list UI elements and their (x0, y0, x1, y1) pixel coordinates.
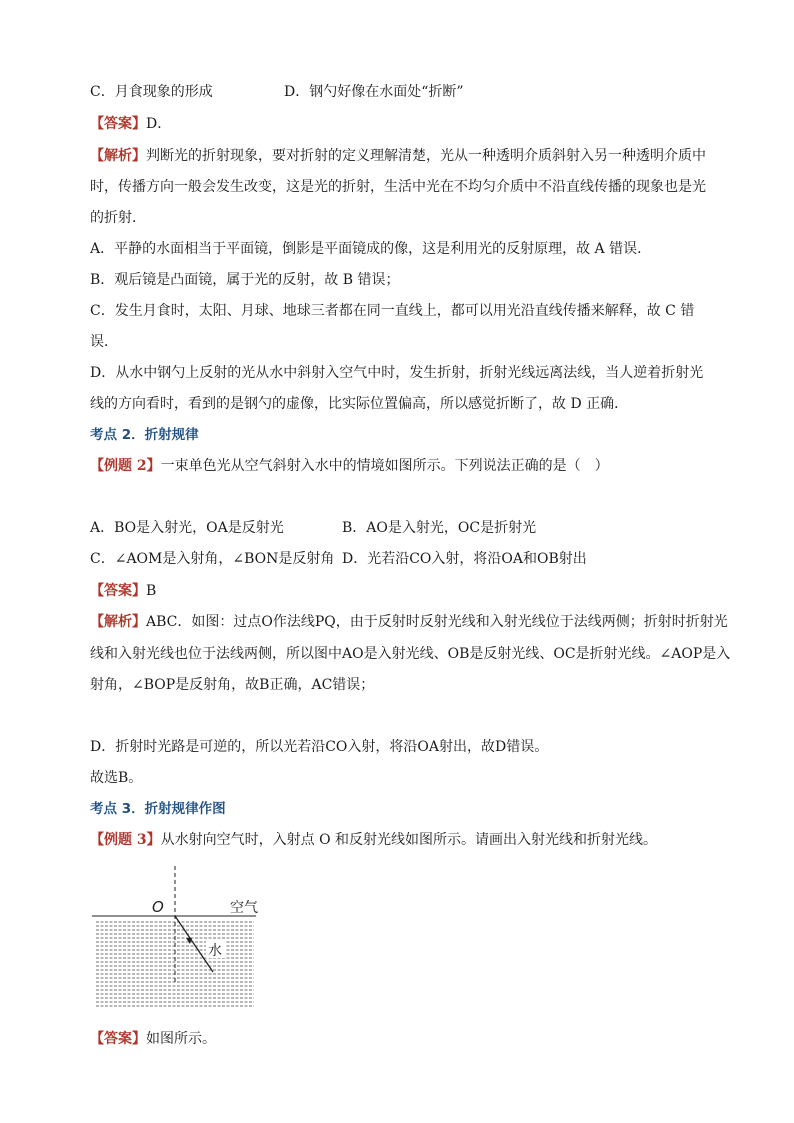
option-d-2: D．光若沿CO入射，将沿OA和OB射出 (342, 551, 587, 567)
water-label: 水 (208, 943, 222, 959)
analysis-1-d1: D．从水中钢勺上反射的光从水中斜射入空气中时，发生折射，折射光线远离法线，当人逆着折射光 (90, 365, 704, 381)
analysis-1-d2: 线的方向看时，看到的是钢勺的虚像，比实际位置偏高，所以感觉折断了，故 D 正确． (90, 396, 629, 412)
answer-2 (90, 581, 156, 601)
knowledge-point-3: 考点 3．折射规律作图 (90, 801, 226, 817)
option-d: D．钢勺好像在水面处“折断” (284, 84, 464, 100)
example-text: 从水射向空气时，入射点 O 和反射光线如图所示。请画出入射光线和折射光线。 (160, 832, 658, 848)
analysis-1-c1: C．发生月食时，太阳、月球、地球三者都在同一直线上，都可以用光沿直线传播来解释，故 C 错 (90, 303, 695, 319)
answer-text: 如图所示。 (146, 1031, 216, 1047)
analysis-tag: 【解析】 (90, 148, 146, 164)
answer-text: D． (146, 116, 172, 132)
option-c-2: C．∠AOM是入射角，∠BON是反射角 (90, 551, 335, 567)
example-tag: 【例题 2】 (90, 458, 161, 474)
option-a: A．BO是入射光，OA是反射光 (90, 520, 284, 536)
example-text: 一束单色光从空气斜射入水中的情境如图所示。下列说法正确的是（ ） (160, 458, 609, 474)
answer-tag: 【答案】 (90, 1031, 146, 1047)
analysis-2-line-2: 线和入射光线也位于法线两侧，所以图中AO是入射光线、OB是反射光线、OC是折射光线。∠AOP是入 (90, 646, 731, 662)
answer-3 (90, 1029, 216, 1049)
point-o-label: O (152, 898, 164, 916)
answer-1 (90, 114, 171, 134)
answer-tag: 【答案】 (90, 116, 146, 132)
answer-text: B (146, 583, 157, 599)
analysis-2-choose: 故选B。 (90, 770, 143, 786)
analysis-1-line-2: 时，传播方向一般会发生改变，这是光的折射，生活中光在不均匀介质中不沿直线传播的现象也是光 (90, 179, 706, 195)
refraction-figure (88, 862, 268, 1012)
analysis-1-c2: 误． (90, 334, 118, 350)
option-b: B．AO是入射光，OC是折射光 (342, 520, 537, 536)
option-c: C．月食现象的形成 (90, 84, 213, 100)
analysis-1-line-3: 的折射． (90, 210, 146, 226)
air-label: 空气 (230, 900, 258, 916)
answer-tag: 【答案】 (90, 583, 146, 599)
arrow-icon (186, 938, 192, 944)
analysis-2-line-1 (90, 612, 728, 632)
analysis-1-line-1 (90, 146, 706, 166)
analysis-1-b: B．观后镜是凸面镜，属于光的反射，故 B 错误； (90, 272, 400, 288)
example-3 (90, 830, 657, 850)
example-2 (90, 456, 609, 476)
analysis-text: 判断光的折射现象，要对折射的定义理解清楚，光从一种透明介质斜射入另一种透明介质中 (146, 148, 706, 164)
knowledge-point-2: 考点 2．折射规律 (90, 427, 199, 443)
analysis-2-d: D．折射时光路是可逆的，所以光若沿CO入射，将沿OA射出，故D错误。 (90, 739, 549, 755)
analysis-1-a: A．平静的水面相当于平面镜，倒影是平面镜成的像，这是利用光的反射原理，故 A 错误． (90, 241, 652, 257)
example-tag: 【例题 3】 (90, 832, 161, 848)
analysis-tag: 【解析】 (90, 614, 146, 630)
analysis-text: ABC．如图：过点O作法线PQ，由于反射时反射光线和入射光线位于法线两侧；折射时折射光 (146, 614, 728, 630)
analysis-2-line-3: 射角，∠BOP是反射角，故B正确，AC错误； (90, 677, 375, 693)
